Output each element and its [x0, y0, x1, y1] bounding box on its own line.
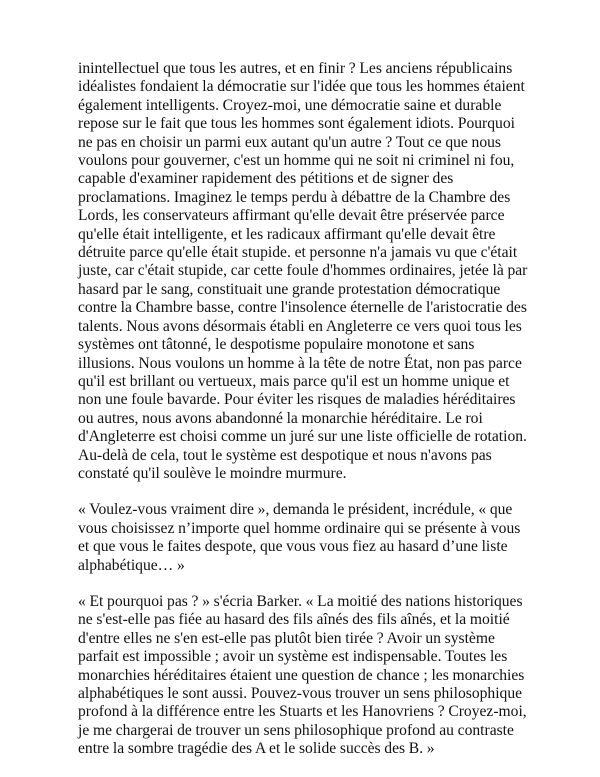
paragraph-1: inintellectuel que tous les autres, et en finir ? Les anciens républicains idéalistes fondaient la démocratie sur l'idée que tous les hommes étaient également intelligents. Croyez-moi, une démocratie saine et durable repose sur le fait que tous les hommes sont également idiots. Pourquoi ne pas en choisir un parmi eux autant qu'un autre ? Tout ce que nous voulons pour gouverner, c'est un homme qui ne soit ni criminel ni fou, capable d'examiner rapidement des pétitions et de signer des proclamations. Imaginez le temps perdu à débattre de la Chambre des Lords, les conservateurs affirmant qu'elle devait être préservée parce qu'elle était intelligente, et les radicaux affirmant qu'elle devait être détruite parce qu'elle était stupide. et personne n'a jamais vu que c'était juste, car c'était stupide, car cette foule d'hommes ordinaires, jetée là par hasard par le sang, constituait une grande protestation démocratique contre la Chambre basse, contre l'insolence éternelle de l'aristocratie des talents. Nous avons désormais établi en Angleterre ce vers quoi tous les systèmes ont tâtonné, le despotisme populaire monotone et sans illusions. Nous voulons un homme à la tête de notre État, non pas parce qu'il est brillant ou vertueux, mais parce qu'il est un homme unique et non une foule bavarde. Pour éviter les risques de maladies héréditaires ou autres, nous avons abandonné la monarchie héréditaire. Le roi d'Angleterre est choisi comme un juré sur une liste officielle de rotation. Au-delà de cela, tout le système est despotique et nous n'avons pas constaté qu'il soulève le moindre murmure. — [78, 60, 528, 482]
paragraph-3: « Et pourquoi pas ? » s'écria Barker. « La moitié des nations historiques ne s'est-elle pas fiée au hasard des fils aînés des fils aînés, et la moitié d'entre elles ne s'en est-elle pas plutôt bien tirée ? Avoir un système parfait est impossible ; avoir un système est indispensable. Toutes les monarchies héréditaires étaient une question de chance ; les monarchies alphabétiques le sont aussi. Pouvez-vous trouver un sens philosophique profond à la différence entre les Stuarts et les Hanovriens ? Croyez-moi, je me chargerai de trouver un sens philosophique profond au contraste entre la sombre tragédie des A et le solide succès des B. » — [78, 592, 527, 758]
paragraph-2: « Voulez-vous vraiment dire », demanda le président, incrédule, « que vous choisissez n’importe quel homme ordinaire qui se présente à vous et que vous le faites despote, que vous vous fiez au hasard d’une liste alphabétique… » — [78, 501, 521, 574]
document-page — [78, 60, 533, 777]
